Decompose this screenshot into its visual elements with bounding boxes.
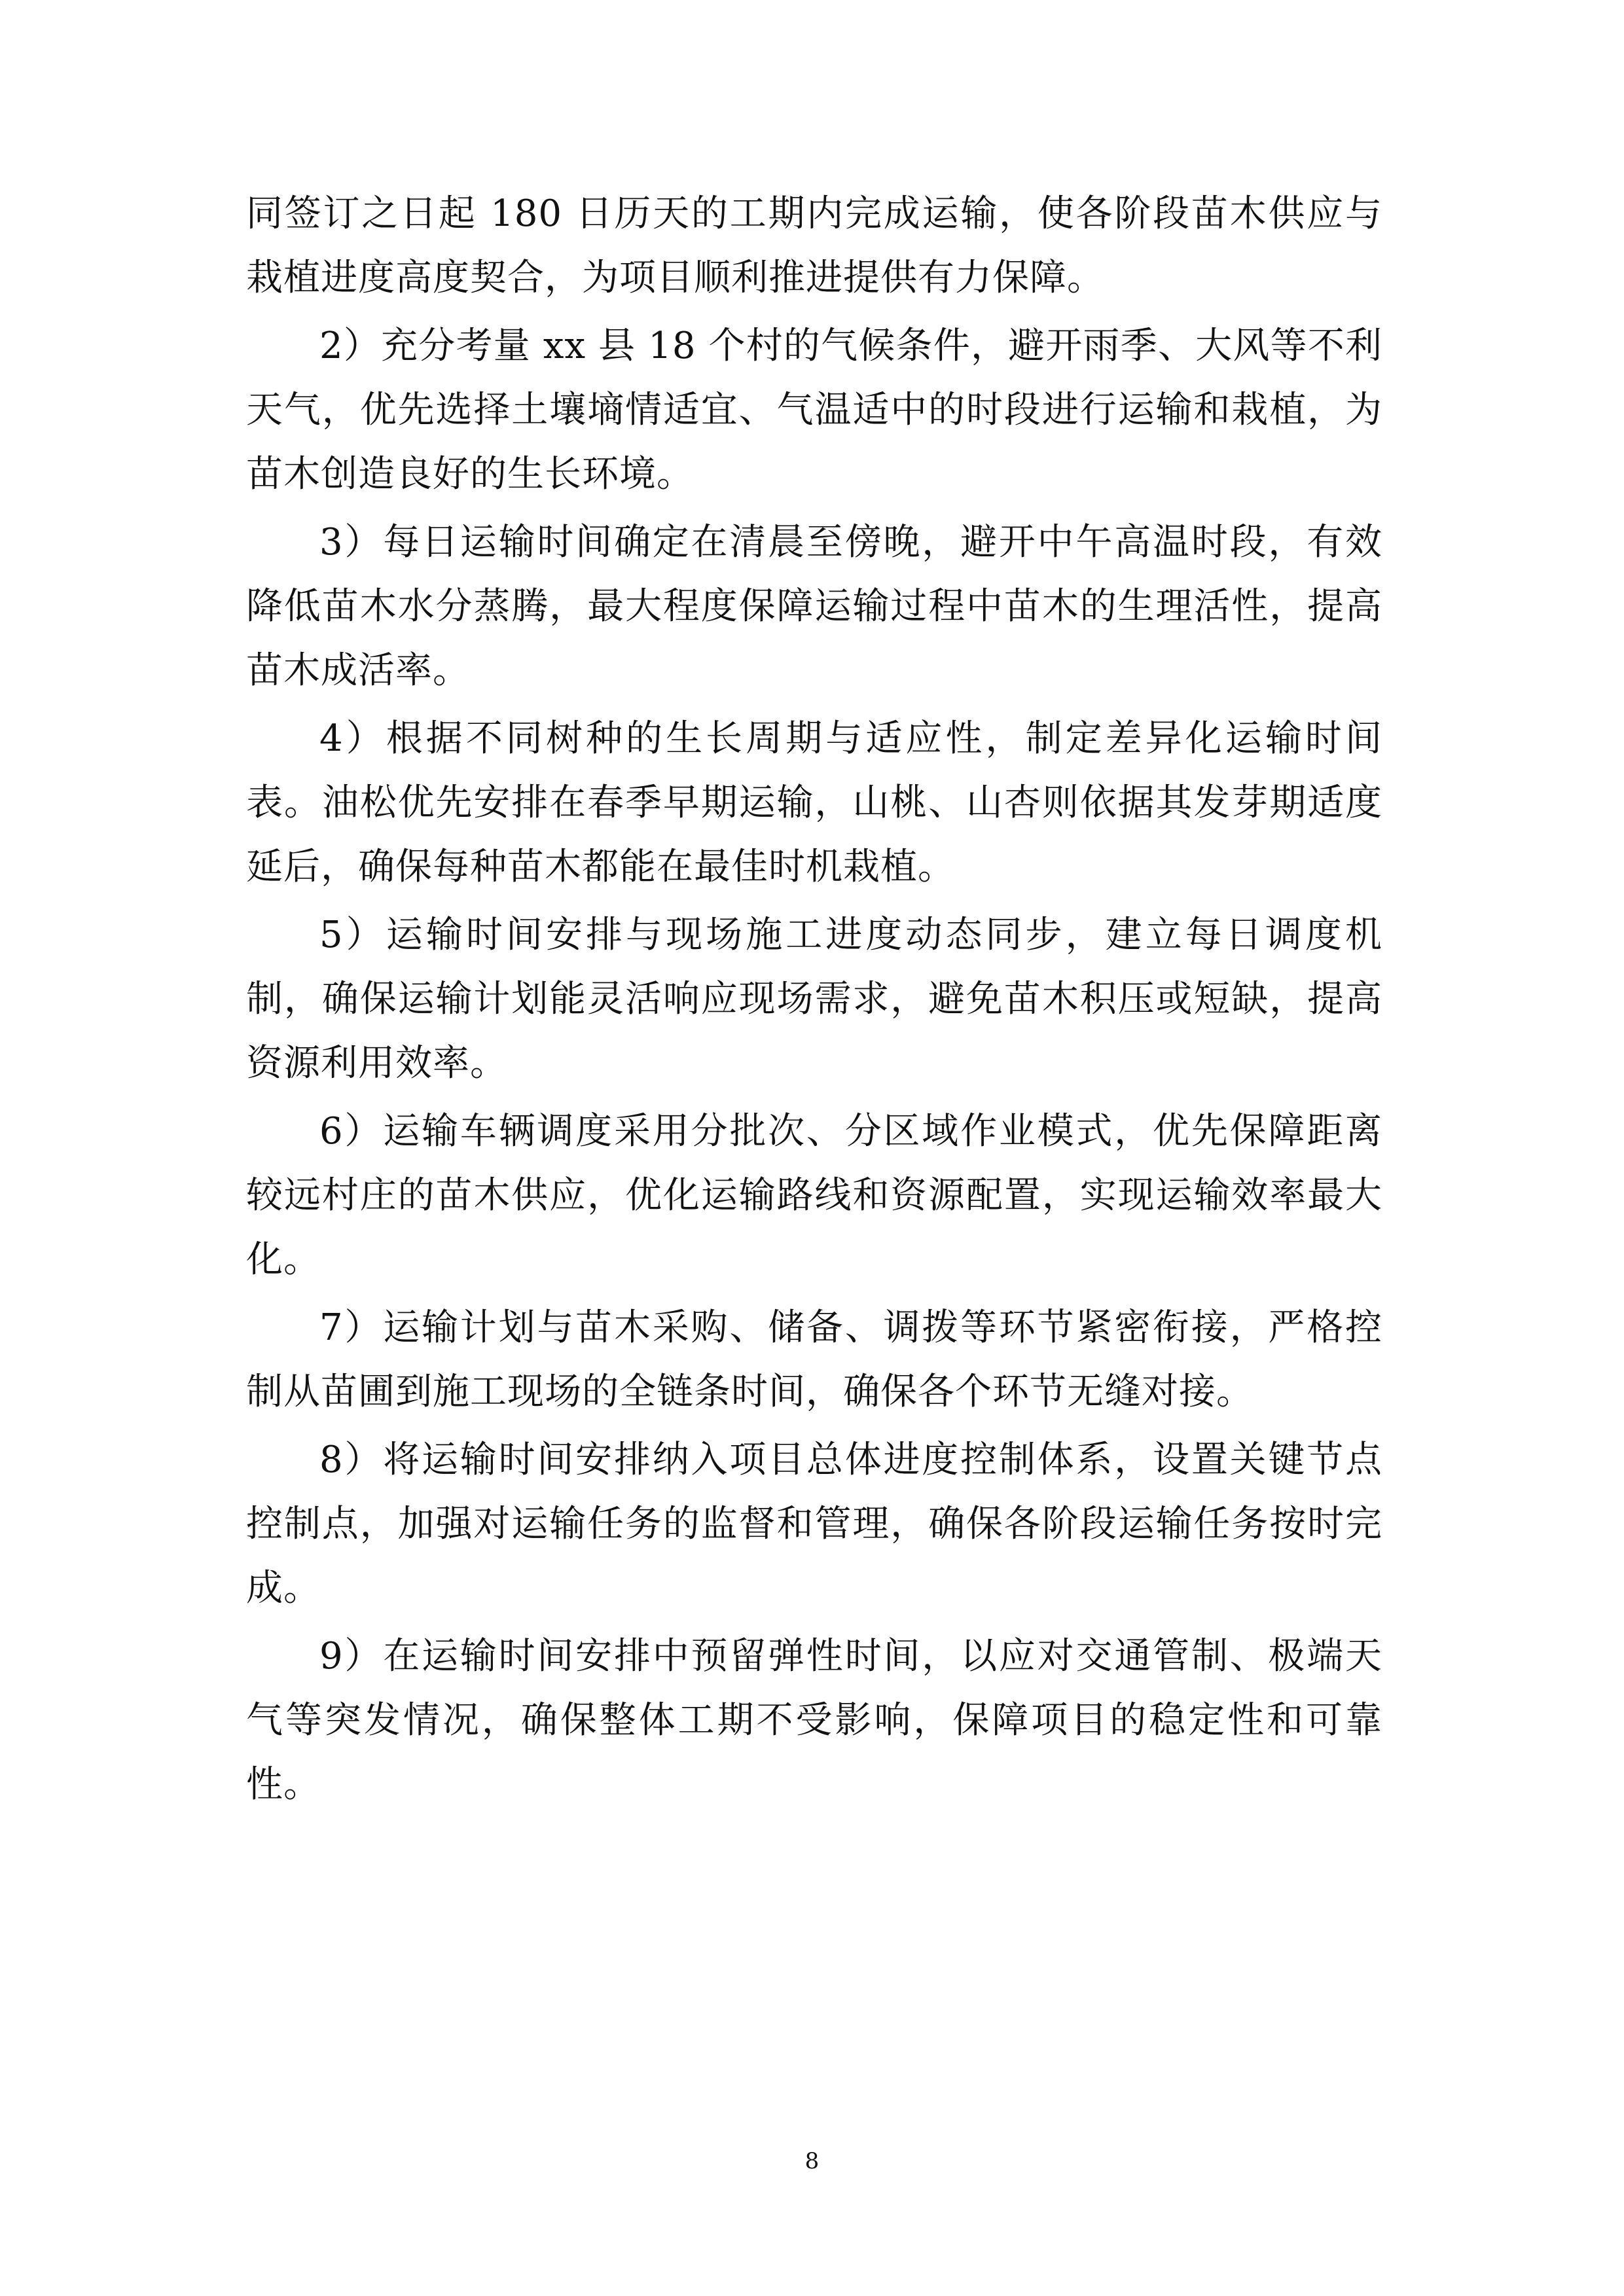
body-text [246,182,1382,1821]
paragraph-item-3: 3）每日运输时间确定在清晨至傍晚，避开中午高温时段，有效降低苗木水分蒸腾，最大程度保障运输过程中苗木的生理活性，提高苗木成活率。 [246,521,1382,692]
paragraph-item-8: 8）将运输时间安排纳入项目总体进度控制体系，设置关键节点控制点，加强对运输任务的监督和管理，确保各阶段运输任务按时完成。 [246,1439,1382,1609]
paragraph-item-7: 7）运输计划与苗木采购、储备、调拨等环节紧密衔接，严格控制从苗圃到施工现场的全链条时间，确保各个环节无缝对接。 [246,1306,1382,1413]
paragraph-item-9: 9）在运输时间安排中预留弹性时间，以应对交通管制、极端天气等突发情况，确保整体工期不受影响，保障项目的稳定性和可靠性。 [246,1635,1382,1806]
paragraph-item-5: 5）运输时间安排与现场施工进度动态同步，建立每日调度机制，确保运输计划能灵活响应现场需求，避免苗木积压或短缺，提高资源利用效率。 [246,914,1382,1085]
paragraph-item-6: 6）运输车辆调度采用分批次、分区域作业模式，优先保障距离较远村庄的苗木供应，优化运输路线和资源配置，实现运输效率最大化。 [246,1110,1382,1281]
paragraph-item-4: 4）根据不同树种的生长周期与适应性，制定差异化运输时间表。油松优先安排在春季早期运输，山桃、山杏则依据其发芽期适度延后，确保每种苗木都能在最佳时机栽植。 [246,717,1382,888]
paragraph-continuation: 同签订之日起 180 日历天的工期内完成运输，使各阶段苗木供应与栽植进度高度契合，为项目顺利推进提供有力保障。 [246,192,1382,299]
page-number: 8 [804,2148,820,2174]
paragraph-item-2: 2）充分考量 xx 县 18 个村的气候条件，避开雨季、大风等不利天气，优先选择土壤墒情适宜、气温适中的时段进行运输和栽植，为苗木创造良好的生长环境。 [246,325,1382,495]
